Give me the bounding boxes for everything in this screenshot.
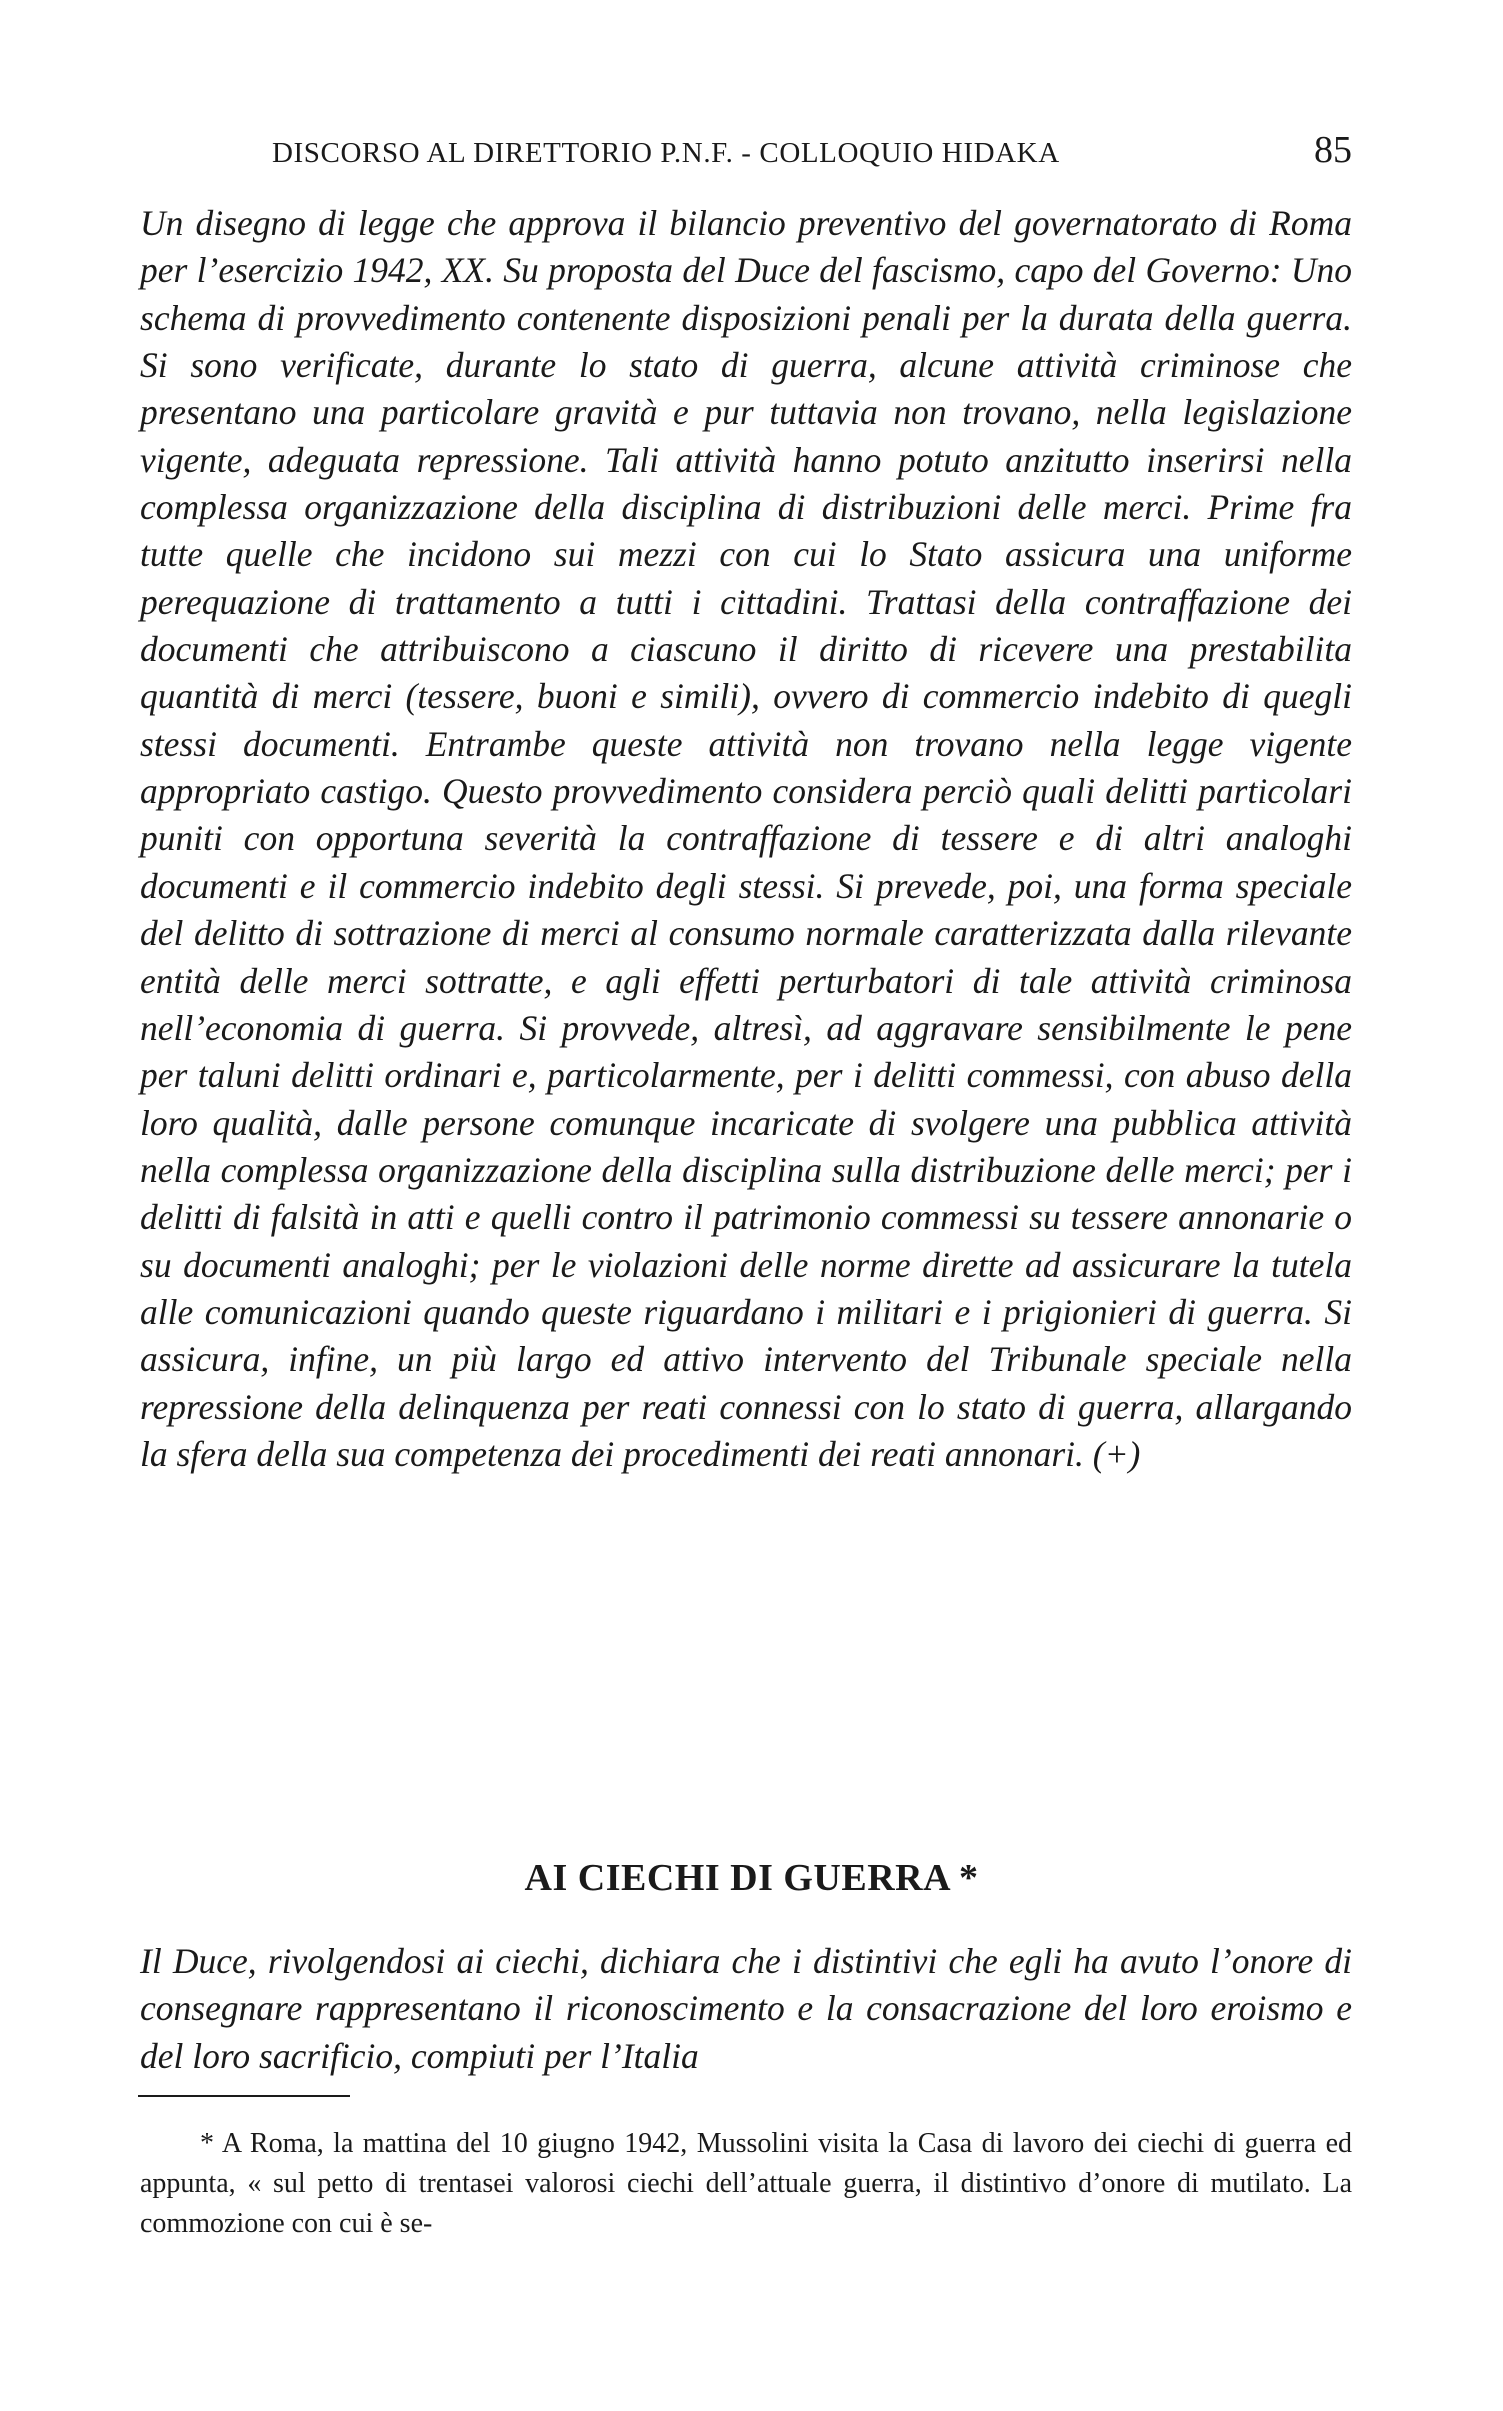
page-number: 85 — [1314, 129, 1352, 171]
footnote: * A Roma, la mattina del 10 giugno 1942, Mussolini visita la Casa di lavoro dei ciechi di guerra ed appunta, « sul petto di trentasei valorosi ciechi dell’attuale guerra, il distintivo d’onore di mutilato. La commozione con cui è se- — [140, 2128, 1352, 2239]
running-header — [272, 128, 1352, 178]
body-paragraph: Un disegno di legge che approva il bilancio preventivo del governatorato di Roma per l’esercizio 1942, XX. Su proposta del Duce del fascismo, capo del Governo: Uno schema di provvedimento contenente disposizioni penali per la durata della guerra. Si sono verificate, durante lo stato di guerra, alcune attività criminose che presentano una particolare gravità e pur tuttavia non trovano, nella legislazione vigente, adeguata repressione. Tali attività hanno potuto anzitutto inserirsi nella complessa organizzazione della disciplina di distribuzioni delle merci. Prime fra tutte quelle che incidono sui mezzi con cui lo Stato assicura una uniforme perequazione di trattamento a tutti i cittadini. Trattasi della contraffazione dei documenti che attribuiscono a ciascuno il diritto di ricevere una prestabilita quantità di merci (tessere, buoni e simili), ovvero di commercio indebito di quegli stessi documenti. Entrambe queste attività non trovano nella legge vigente appropriato castigo. Questo provvedimento considera perciò quali delitti particolari puniti con opportuna severità la contraffazione di tessere e di altri analoghi documenti e il commercio indebito degli stessi. Si prevede, poi, una forma speciale del delitto di sottrazione di merci al consumo normale caratterizzata dalla rilevante entità delle merci sottratte, e agli effetti perturbatori di tale attività criminosa nell’economia di guerra. Si provvede, altresì, ad aggravare sensibilmente le pene per taluni delitti ordinari e, particolarmente, per i delitti commessi, con abuso della loro qualità, dalle persone comunque incaricate di svolgere una pubblica attività nella complessa organizzazione della disciplina sulla distribuzione delle merci; per i delitti di falsità in atti e quelli contro il patrimonio commessi su tessere annonarie o su documenti analoghi; per le violazioni delle norme dirette ad assicurare la tutela alle comunicazioni quando queste riguardano i militari e i prigionieri di guerra. Si assicura, infine, un più largo ed attivo intervento del Tribunale speciale nella repressione della delinquenza per reati connessi con lo stato di guerra, allargando la sfera della sua competenza dei procedimenti dei reati annonari. (+) — [140, 203, 1352, 1474]
body-paragraph: Il Duce, rivolgendosi ai ciechi, dichiara che i distintivi che egli ha avuto l’onore di consegnare rappresentano il riconoscimento e la consacrazione del loro eroismo e del loro sacrificio, compiuti per l’Italia — [140, 1941, 1352, 2076]
section-heading: AI CIECHI DI GUERRA * — [524, 1857, 979, 1899]
running-title: DISCORSO AL DIRETTORIO P.N.F. - COLLOQUIO HIDAKA — [272, 137, 1060, 169]
footnote-divider — [138, 2095, 350, 2097]
